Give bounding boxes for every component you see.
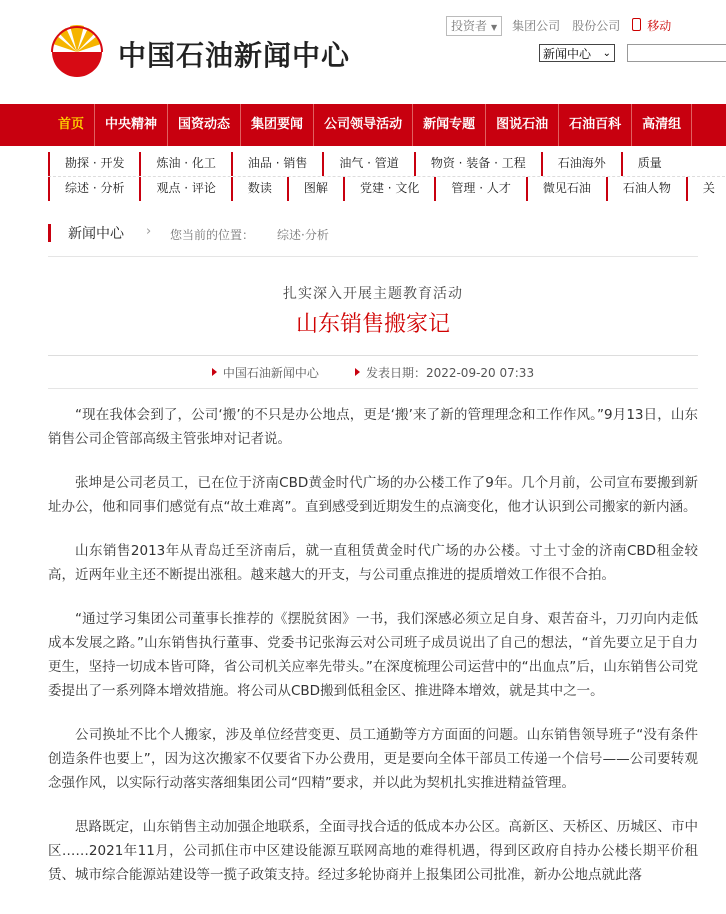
triangle-bullet-icon <box>212 368 217 376</box>
site-title: 中国石油新闻中心 <box>118 39 351 72</box>
cnpc-logo-icon[interactable] <box>48 22 106 80</box>
mobile-link[interactable] <box>632 19 671 33</box>
subnav-link-micro-video[interactable]: 微见石油 <box>526 177 606 201</box>
mobile-link-label: 移动 <box>647 19 672 33</box>
nav-item-photo-news[interactable]: 图说石油 <box>486 104 559 146</box>
divider <box>48 355 698 356</box>
search-input[interactable] <box>627 44 726 62</box>
nav-item-home[interactable]: 首页 <box>48 104 95 146</box>
breadcrumb-label: 您当前的位置： <box>170 228 255 242</box>
article-paragraph: “现在我体会到了，公司‘搬’的不只是办公地点，更是‘搬’来了新的管理理念和工作作风。”9月13日，山东销售公司企管部高级主管张坤对记者说。 <box>48 407 698 447</box>
investor-select[interactable] <box>446 16 502 36</box>
subnav-link-data[interactable]: 数读 <box>231 177 287 201</box>
subnav-link-sales[interactable]: 油品 · 销售 <box>231 152 322 176</box>
sub-nav-row <box>48 177 726 201</box>
sub-nav <box>48 152 726 201</box>
subnav-link-overseas[interactable]: 石油海外 <box>541 152 621 176</box>
subnav-link-refining[interactable]: 炼油 · 化工 <box>139 152 230 176</box>
article-paragraph: 山东销售2013年从青岛迁至济南后，就一直租赁黄金时代广场的办公楼。寸土寸金的济南CBD租金较高，近两年业主还不断提出涨租。越来越大的开支，与公司重点推进的提质增效工作很不合拍。 <box>48 543 698 583</box>
breadcrumb-current-link[interactable]: 综述·分析 <box>277 228 329 242</box>
channel-select[interactable] <box>539 44 615 62</box>
subnav-link-pipeline[interactable]: 油气 · 管道 <box>322 152 413 176</box>
channel-select-value: 新闻中心 <box>543 47 592 61</box>
article-paragraph: 思路既定，山东销售主动加强企地联系，全面寻找合适的低成本办公区。高新区、天桥区、历城区、市中区……2021年11月，公司抓住市中区建设能源互联网高地的难得机遇，得到区政府自持办公楼长期平价租赁、城市综合能源站建设等一揽子政策支持。经过多轮协商并上报集团公司批准，新办公地点就此落 <box>48 819 698 883</box>
breadcrumb-home-link[interactable]: 新闻中心 <box>68 226 124 242</box>
site-header <box>0 0 726 104</box>
breadcrumb <box>48 222 698 244</box>
article-paragraph: 公司换址不比个人搬家，涉及单位经营变更、员工通勤等方方面面的问题。山东销售领导班子“没有条件创造条件也要上”，因为这次搬家不仅要省下办公费用，更是要向全体干部员工传递一个信号——公司要转观念强作风，以实际行动落实落细集团公司“四精”要求，并以此为契机扎实推进精益管理。 <box>48 727 698 791</box>
top-links <box>446 16 671 36</box>
main-nav <box>0 104 726 146</box>
chevron-right-icon: › <box>146 224 152 239</box>
breadcrumb-accent-bar <box>48 224 51 242</box>
subnav-link-equipment[interactable]: 物资 · 装备 · 工程 <box>414 152 541 176</box>
nav-item-sasac-news[interactable]: 国资动态 <box>168 104 241 146</box>
subnav-link-management[interactable]: 管理 · 人才 <box>434 177 525 201</box>
nav-item-special-topics[interactable]: 新闻专题 <box>413 104 486 146</box>
subnav-link-infographic[interactable]: 图解 <box>287 177 343 201</box>
subnav-link-people[interactable]: 石油人物 <box>606 177 686 201</box>
mobile-phone-icon <box>632 18 641 31</box>
chevron-down-icon: ▼ <box>491 23 498 32</box>
article-meta <box>48 364 698 381</box>
nav-item-hd-gallery[interactable]: 高清组 <box>632 104 692 146</box>
article-paragraph: “通过学习集团公司董事长推荐的《摆脱贫困》一书，我们深感必须立足自身、艰苦奋斗，刀刃向内走低成本发展之路。”山东销售执行董事、党委书记张海云对公司班子成员说出了自己的想法，“首先要立足于自力更生，坚持一切成本皆可降，省公司机关应率先带头。”在深度梳理公司运营中的“出血点”后，山东销售公司党委提出了一系列降本增效措施。将公司从CBD搬到低租金区、推进降本增效，就是其中之一。 <box>48 611 698 699</box>
subnav-link-opinion[interactable]: 观点 · 评论 <box>139 177 230 201</box>
article-body <box>48 403 698 907</box>
subnav-link-party-culture[interactable]: 党建 · 文化 <box>343 177 434 201</box>
investor-select-label: 投资者 <box>451 19 488 33</box>
stock-company-link[interactable]: 股份公司 <box>572 19 621 33</box>
sub-nav-row <box>48 152 726 177</box>
triangle-bullet-icon <box>355 368 360 376</box>
chevron-down-icon: ⌄ <box>602 48 611 59</box>
nav-item-group-news[interactable]: 集团要闻 <box>241 104 314 146</box>
group-company-link[interactable]: 集团公司 <box>512 19 561 33</box>
subnav-link-analysis[interactable]: 综述 · 分析 <box>48 177 139 201</box>
divider <box>48 256 698 257</box>
subnav-link-more[interactable]: 关 <box>686 177 726 201</box>
subnav-link-quality[interactable]: 质量 <box>621 152 677 176</box>
article-kicker: 扎实深入开展主题教育活动 <box>283 286 463 302</box>
subnav-link-exploration[interactable]: 勘探 · 开发 <box>48 152 139 176</box>
article-title: 山东销售搬家记 <box>295 312 450 337</box>
article-date: 发表日期：2022-09-20 07:33 <box>365 366 535 380</box>
article-paragraph: 张坤是公司老员工，已在位于济南CBD黄金时代广场的办公楼工作了9年。几个月前，公司宣布要搬到新址办公，他和同事们感觉有点“故土难离”。直到感受到近期发生的点滴变化，他才认识到公司搬家的新内涵。 <box>48 475 698 515</box>
divider <box>48 388 698 389</box>
nav-item-encyclopedia[interactable]: 石油百科 <box>559 104 632 146</box>
nav-item-leader-activities[interactable]: 公司领导活动 <box>314 104 413 146</box>
nav-item-central-spirit[interactable]: 中央精神 <box>95 104 168 146</box>
article-source: 中国石油新闻中心 <box>222 366 319 380</box>
